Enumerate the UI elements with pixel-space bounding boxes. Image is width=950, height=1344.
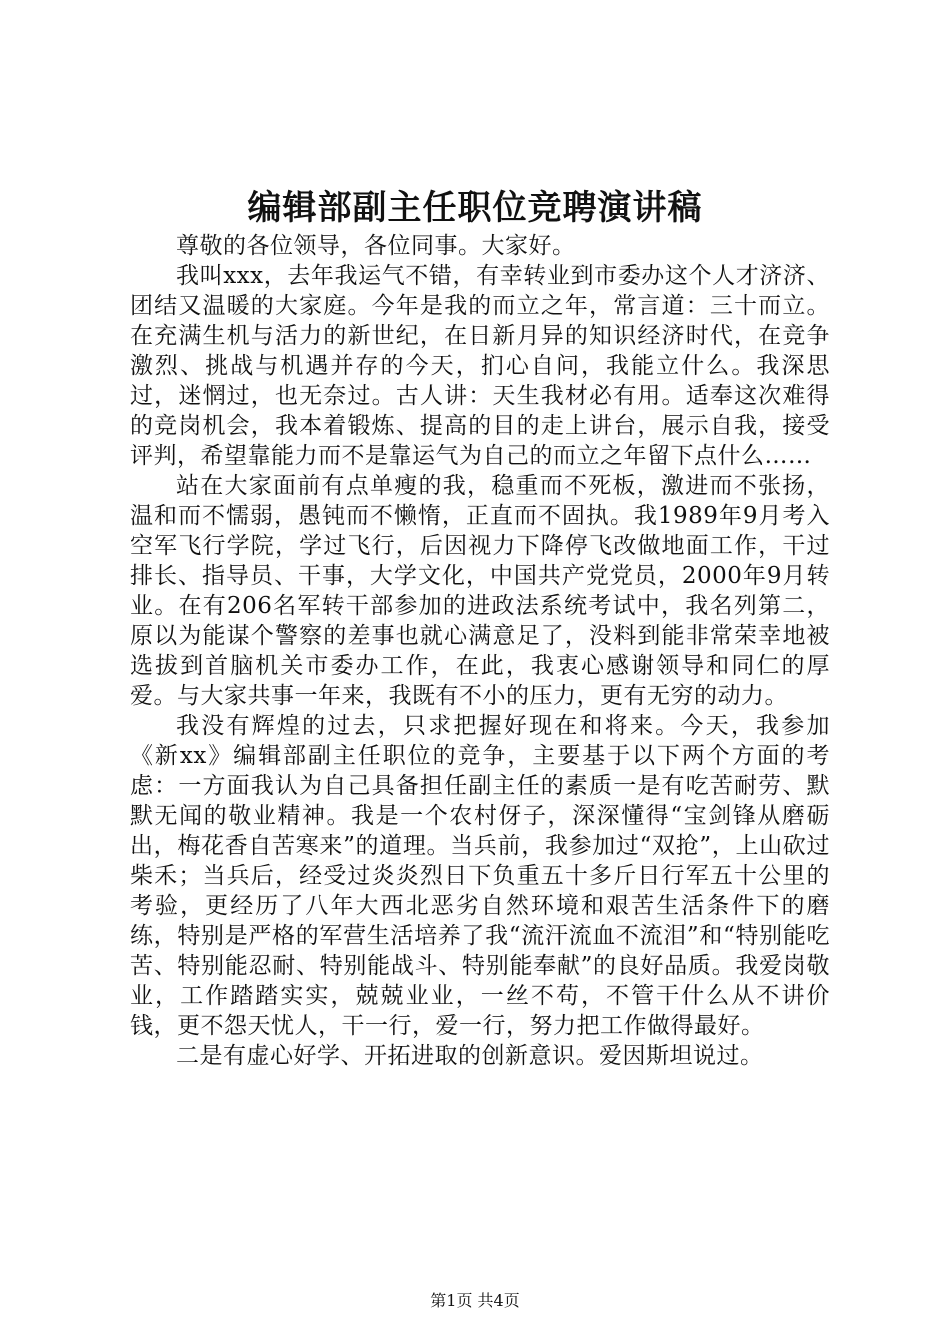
paragraph-background: 站在大家面前有点单瘦的我，稳重而不死板，激进而不张扬，温和而不懦弱，愚钝而不懒惰，正直而不固执。我1989年9月考入空军飞行学院，学过飞行，后因视力下降停飞改做地面工作，干过排长、指导员、干事，大学文化，中国共产党党员，2000年9月转业。在有206名军转干部参加的进政法系统考试中，我名列第二，原以为能谋个警察的差事也就心满意足了，没料到能非常荣幸地被选拔到首脑机关市委办工作，在此，我衷心感谢领导和同仁的厚爱。与大家共事一年来，我既有不小的压力，更有无穷的动力。 xyxy=(130,473,830,709)
paragraph-second-point: 二是有虚心好学、开拓进取的创新意识。爱因斯坦说过。 xyxy=(176,1043,764,1069)
paragraph-greeting: 尊敬的各位领导，各位同事。大家好。 xyxy=(176,233,576,259)
page-footer: 第1页 共4页 xyxy=(430,1291,520,1310)
document-title: 编辑部副主任职位竞聘演讲稿 xyxy=(247,188,703,228)
paragraph-motivation: 我没有辉煌的过去，只求把握好现在和将来。今天，我参加《新xx》编辑部副主任职位的竞争，主要基于以下两个方面的考虑：一方面我认为自己具备担任副主任的素质一是有吃苦耐劳、默默无闻的敬业精神。我是一个农村伢子，深深懂得“宝剑锋从磨砺出，梅花香自苦寒来”的道理。当兵前，我参加过“双抢”，上山砍过柴禾；当兵后，经受过炎炎烈日下负重五十多斤日行军五十公里的考验，更经历了八年大西北恶劣自然环境和艰苦生活条件下的磨练，特别是严格的军营生活培养了我“流汗流血不流泪”和“特别能吃苦、特别能忍耐、特别能战斗、特别能奉献”的良好品质。我爱岗敬业，工作踏踏实实，兢兢业业，一丝不苟，不管干什么从不讲价钱，更不怨天忧人，干一行，爱一行，努力把工作做得最好。 xyxy=(130,713,830,1039)
paragraph-introduction: 我叫xxx，去年我运气不错，有幸转业到市委办这个人才济济、团结又温暖的大家庭。今年是我的而立之年，常言道：三十而立。在充满生机与活力的新世纪，在日新月异的知识经济时代，在竞争激烈、挑战与机遇并存的今天，扪心自问，我能立什么。我深思过，迷惘过，也无奈过。古人讲：天生我材必有用。适奉这次难得的竞岗机会，我本着锻炼、提高的目的走上讲台，展示自我，接受评判，希望靠能力而不是靠运气为自己的而立之年留下点什么…… xyxy=(130,263,830,469)
document-body xyxy=(130,231,830,1071)
